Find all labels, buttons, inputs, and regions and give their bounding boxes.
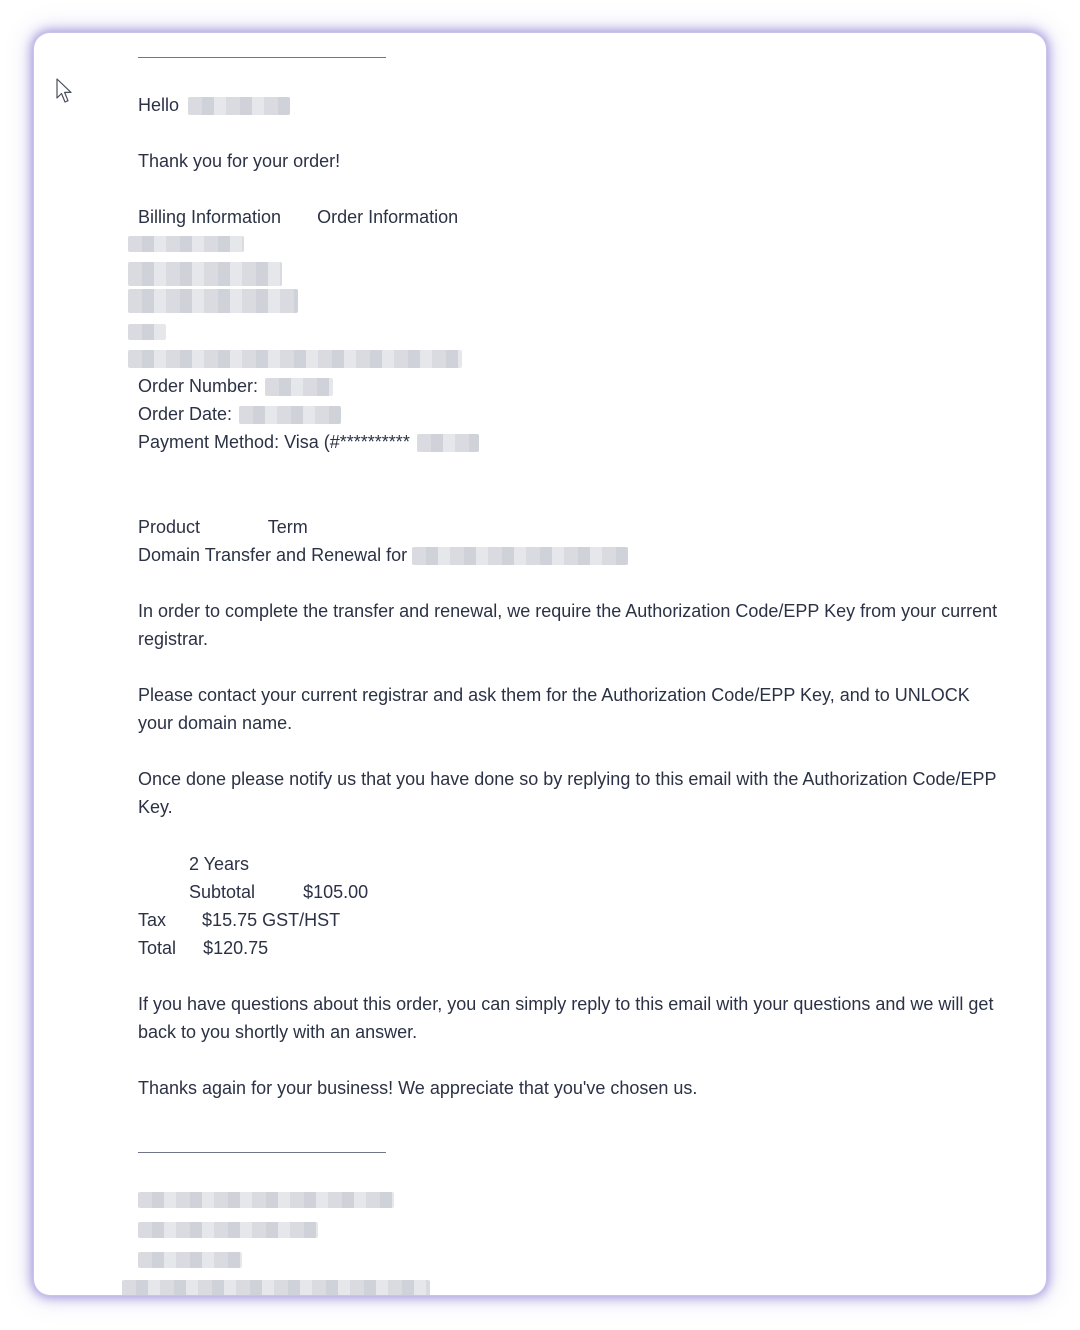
total-label: Total (138, 938, 177, 958)
subtotal-value: $105.00 (303, 882, 369, 902)
tax-label: Tax (138, 910, 167, 930)
transfer-paragraph: In order to complete the transfer and renewal, we require the Authorization Code/EPP Key from your current registrar. (138, 601, 998, 649)
thanks-again-text: Thanks again for your business! We appreciate that you've chosen us. (138, 1078, 698, 1098)
notify-paragraph: Once done please notify us that you have done so by replying to this email with the Authorization Code/EPP Key. (138, 769, 997, 817)
redacted-name (188, 97, 290, 115)
redacted-card-digits (417, 434, 479, 452)
contact-registrar-paragraph: Please contact your current registrar and ask them for the Authorization Code/EPP Key, and to UNLOCK your domain name. (138, 685, 970, 733)
redacted-order-date (239, 406, 341, 424)
tax-value: $15.75 GST/HST (202, 910, 341, 930)
total-value: $120.75 (203, 938, 269, 958)
payment-method-line (138, 428, 479, 456)
redacted-signature-line-3 (138, 1252, 242, 1268)
billing-info-header: Billing Information (138, 207, 282, 227)
product-headers (138, 513, 308, 541)
subtotal-line (189, 878, 368, 906)
questions-paragraph: If you have questions about this order, you can simply reply to this email with your questions and we will get back to you shortly with an answer. (138, 994, 994, 1042)
order-number-line (138, 372, 333, 400)
term-header: Term (267, 517, 308, 537)
redacted-billing-line-2 (128, 262, 282, 286)
email-viewer-frame (34, 33, 1046, 1295)
info-headers (138, 203, 458, 231)
greeting-text: Hello (138, 95, 180, 115)
divider-top (138, 57, 386, 58)
payment-method-text: Payment Method: Visa (#********** (138, 432, 410, 452)
mouse-pointer-icon (56, 78, 74, 104)
tax-line (138, 906, 340, 934)
total-line (138, 934, 268, 962)
redacted-order-number (265, 378, 333, 396)
thank-you-text: Thank you for your order! (138, 151, 341, 171)
redacted-billing-line-5 (128, 350, 462, 368)
redacted-signature-line-1 (138, 1192, 394, 1208)
order-date-label: Order Date: (138, 404, 233, 424)
redacted-signature-line-4 (122, 1280, 430, 1295)
order-info-header: Order Information (317, 207, 459, 227)
redacted-domain-name (412, 547, 628, 565)
redacted-signature-line-2 (138, 1222, 318, 1238)
term-value: 2 Years (189, 854, 250, 874)
redacted-billing-line-4 (128, 324, 166, 340)
divider-bottom (138, 1152, 386, 1153)
subtotal-label: Subtotal (189, 882, 256, 902)
product-header: Product (138, 517, 201, 537)
order-number-label: Order Number: (138, 376, 259, 396)
redacted-billing-line-3 (128, 289, 298, 313)
greeting-line (138, 91, 290, 119)
product-name: Domain Transfer and Renewal for (138, 545, 408, 565)
redacted-billing-line-1 (128, 236, 244, 252)
order-date-line (138, 400, 341, 428)
product-line (138, 541, 628, 569)
